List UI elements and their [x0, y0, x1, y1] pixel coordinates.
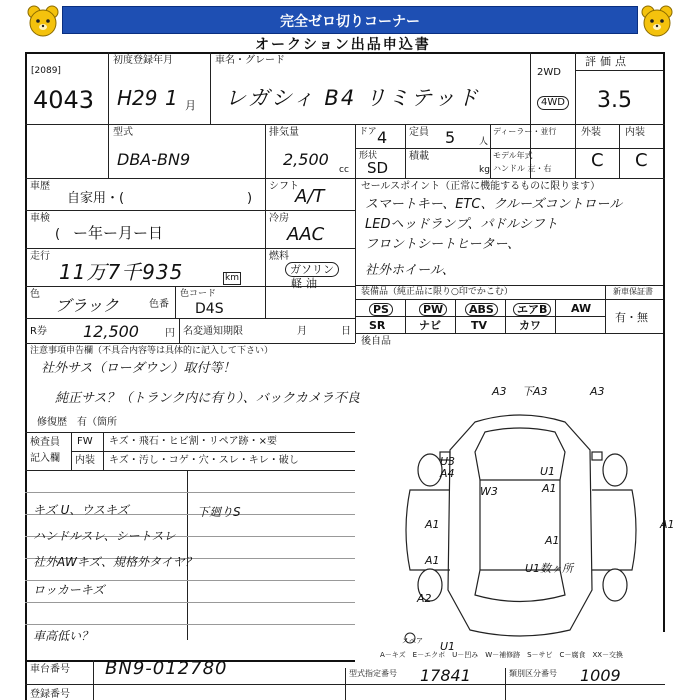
- banner: [0, 0, 700, 40]
- wheel-front-right: [603, 454, 627, 486]
- car-name-label: 車名・グレード: [215, 55, 285, 66]
- inspector-label-1: 検査員: [30, 437, 60, 448]
- exterior-value: C: [591, 150, 604, 171]
- auction-sheet: [25, 37, 675, 700]
- recycle-unit: 円: [165, 328, 175, 339]
- diagram-mark: U1: [440, 640, 456, 653]
- remark-left: キズ U、ウスキズ: [33, 503, 129, 517]
- inspector-fw: FW: [77, 436, 93, 447]
- diagram-mark: スペア: [402, 637, 423, 645]
- shape-label: 形状: [359, 151, 378, 161]
- aircon-value: AAC: [287, 224, 325, 245]
- model-label: 型式: [113, 127, 133, 138]
- remark-left: ロッカーキズ: [33, 583, 105, 597]
- mileage-unit: km: [225, 273, 239, 283]
- wheel-rear-right: [603, 569, 627, 601]
- history-label: 車歴: [30, 181, 50, 192]
- diagram-mark: A1: [660, 518, 675, 531]
- fuel-gasoline: ガソリン: [285, 262, 339, 277]
- name-change-day: 日: [341, 326, 351, 337]
- interior-label: 内装: [625, 127, 645, 138]
- recycle-value: 12,500: [83, 322, 139, 341]
- equipment-label: 装備品（純正品に限り○印でかこむ）: [361, 287, 513, 297]
- history-value: 自家用・(: [67, 191, 125, 206]
- interior-value: C: [635, 150, 648, 171]
- handle-label: ハンドル 左・右: [493, 164, 552, 173]
- wheel-front-left: [418, 454, 442, 486]
- diagram-mark: A4: [440, 467, 455, 480]
- damage-legend: A－キズ E－エクボ U－凹み W－補修跡 S－サビ C－腐食 XX－交換: [380, 651, 624, 659]
- diagram-mark: W3: [480, 485, 498, 498]
- inspector-fw-items: キズ・飛石・ヒビ割・リペア跡・×要: [109, 436, 277, 447]
- notes-line: 純正サス？（トランク内に有り）、バックカメラ不良: [55, 391, 360, 406]
- shape-value: SD: [367, 159, 389, 177]
- sales-point-label: セールスポイント（正常に機能するものに限ります）: [361, 181, 601, 192]
- diagram-mark: A1: [425, 518, 440, 531]
- bear-mascot-icon: [640, 4, 674, 38]
- diagram-mark: U1: [540, 465, 556, 478]
- sales-point-line: スマートキー、ETC、クルーズコントロール: [365, 197, 623, 212]
- frame-top: [25, 52, 665, 54]
- model-year-label: モデル年式: [493, 151, 533, 160]
- shift-value: A/T: [295, 186, 325, 207]
- diagram-mark: U3: [440, 455, 456, 468]
- type-designation-value: 17841: [420, 666, 471, 685]
- recycle-label: R券: [30, 326, 47, 337]
- model-value: DBA-BN9: [117, 150, 191, 169]
- inspector-interior-items: キズ・汚し・コゲ・穴・スレ・キレ・破し: [109, 455, 299, 466]
- remark-left: ハンドルスレ、シートスレ: [33, 529, 176, 543]
- notes-line: 社外サス（ローダウン）取付等！: [41, 361, 236, 376]
- sales-point-line: 社外ホイール、: [365, 263, 455, 278]
- displacement-unit: cc: [339, 165, 349, 175]
- color-value: ブラック: [55, 296, 119, 315]
- bear-mascot-icon: [26, 4, 60, 38]
- chassis-label: 車台番号: [30, 664, 70, 675]
- registration-label: 登録番号: [30, 689, 70, 700]
- equip-ps: PS: [369, 303, 393, 316]
- equip-tv: TV: [471, 319, 488, 332]
- chassis-value: BN9-012780: [105, 658, 228, 679]
- first-registration-year: H29: [117, 86, 158, 110]
- diagram-mark: A3: [590, 385, 605, 398]
- name-change-label: 名変通知期限: [183, 326, 243, 337]
- after-seat-label: 後自品: [361, 336, 391, 347]
- equip-navi: ナビ: [419, 319, 441, 332]
- displacement-label: 排気量: [269, 127, 299, 138]
- fuel-diesel: 軽油: [291, 277, 321, 290]
- grade-value: 3.5: [597, 88, 632, 113]
- diagram-mark: A1: [425, 554, 440, 567]
- class-label: 類別区分番号: [509, 669, 557, 678]
- capacity-label: 定員: [409, 127, 429, 138]
- mileage-label: 走行: [30, 251, 50, 262]
- remark-right: 下廻りS: [197, 505, 241, 519]
- banner-text: 完全ゼロ切りコーナー: [280, 14, 420, 30]
- notes-label: 注意事項申告欄（不具合内容等は具体的に記入して下さい）: [30, 346, 274, 356]
- fuel-label: 燃料: [269, 251, 289, 262]
- exterior-label: 外装: [581, 127, 601, 138]
- new-warranty-value: 有・無: [615, 311, 648, 324]
- car-name-value: レガシィ B4 リミテッド: [225, 86, 480, 110]
- diagram-mark: 下A3: [522, 385, 548, 398]
- doors-value: 4: [377, 128, 388, 147]
- aircon-label: 冷房: [269, 213, 289, 224]
- equip-pw: PW: [419, 303, 447, 316]
- dealer-label: ディーラー・並行: [493, 127, 557, 136]
- diagram-mark: A3: [492, 385, 507, 398]
- load-unit: kg: [479, 165, 490, 175]
- mileage-value: 11万7千935: [59, 260, 184, 284]
- inspector-label-2: 記入欄: [30, 453, 60, 464]
- remark-left: 社外AWキズ、規格外タイヤ？: [33, 555, 197, 569]
- inspection-paren: (: [55, 227, 61, 242]
- sheet-title: オークション出品申込書: [255, 37, 431, 53]
- diagram-mark: U1数ヶ所: [525, 562, 574, 575]
- repair-history: 修復歴 有（箇所: [37, 417, 117, 428]
- load-label: 積載: [409, 151, 429, 162]
- equip-sr: SR: [369, 319, 386, 332]
- banner-bar: [62, 6, 638, 34]
- color-code-value: D4S: [195, 301, 224, 317]
- displacement-value: 2,500: [283, 150, 329, 169]
- drive-4wd: 4WD: [537, 96, 569, 110]
- class-value: 1009: [580, 666, 621, 685]
- history-close: ): [247, 191, 253, 206]
- first-registration-month: 1: [165, 86, 178, 110]
- lot-code: [2089]: [31, 66, 61, 76]
- doors-label: ドア: [359, 127, 377, 137]
- equip-aw: AW: [571, 302, 592, 315]
- equip-abs: ABS: [465, 303, 498, 316]
- diagram-mark: A2: [417, 592, 432, 605]
- capacity-unit: 人: [479, 137, 489, 147]
- equip-airbag: エアB: [513, 303, 551, 316]
- name-change-month: 月: [297, 326, 307, 337]
- inspection-value: ー年ー月ー日: [73, 224, 164, 242]
- shift-label: シフト: [269, 181, 299, 192]
- car-damage-diagram: [380, 380, 675, 653]
- drive-2wd: 2WD: [537, 67, 561, 78]
- color-label: 色: [30, 289, 40, 300]
- color-code-label: 色番: [149, 299, 169, 310]
- color-code-title: 色コード: [180, 289, 217, 299]
- equip-leather: カワ: [519, 319, 541, 332]
- type-designation-label: 型式指定番号: [349, 669, 397, 678]
- sales-point-line: LEDヘッドランプ、パドルシフト: [365, 217, 558, 232]
- sales-point-line: フロントシートヒーター、: [365, 237, 520, 252]
- inspection-label: 車検: [30, 213, 50, 224]
- capacity-value: 5: [445, 128, 456, 147]
- remark-left: 車高低い？: [33, 629, 94, 643]
- diagram-mark: A1: [542, 482, 557, 495]
- diagram-mark: A1: [545, 534, 560, 547]
- lot-number: 4043: [33, 86, 95, 114]
- first-registration-month-unit: 月: [185, 99, 196, 112]
- new-warranty-label: 新車保証書: [613, 287, 653, 296]
- first-registration-label: 初度登録年月: [113, 55, 173, 66]
- grade-label: 評価点: [585, 55, 630, 68]
- inspector-interior: 内装: [75, 455, 95, 466]
